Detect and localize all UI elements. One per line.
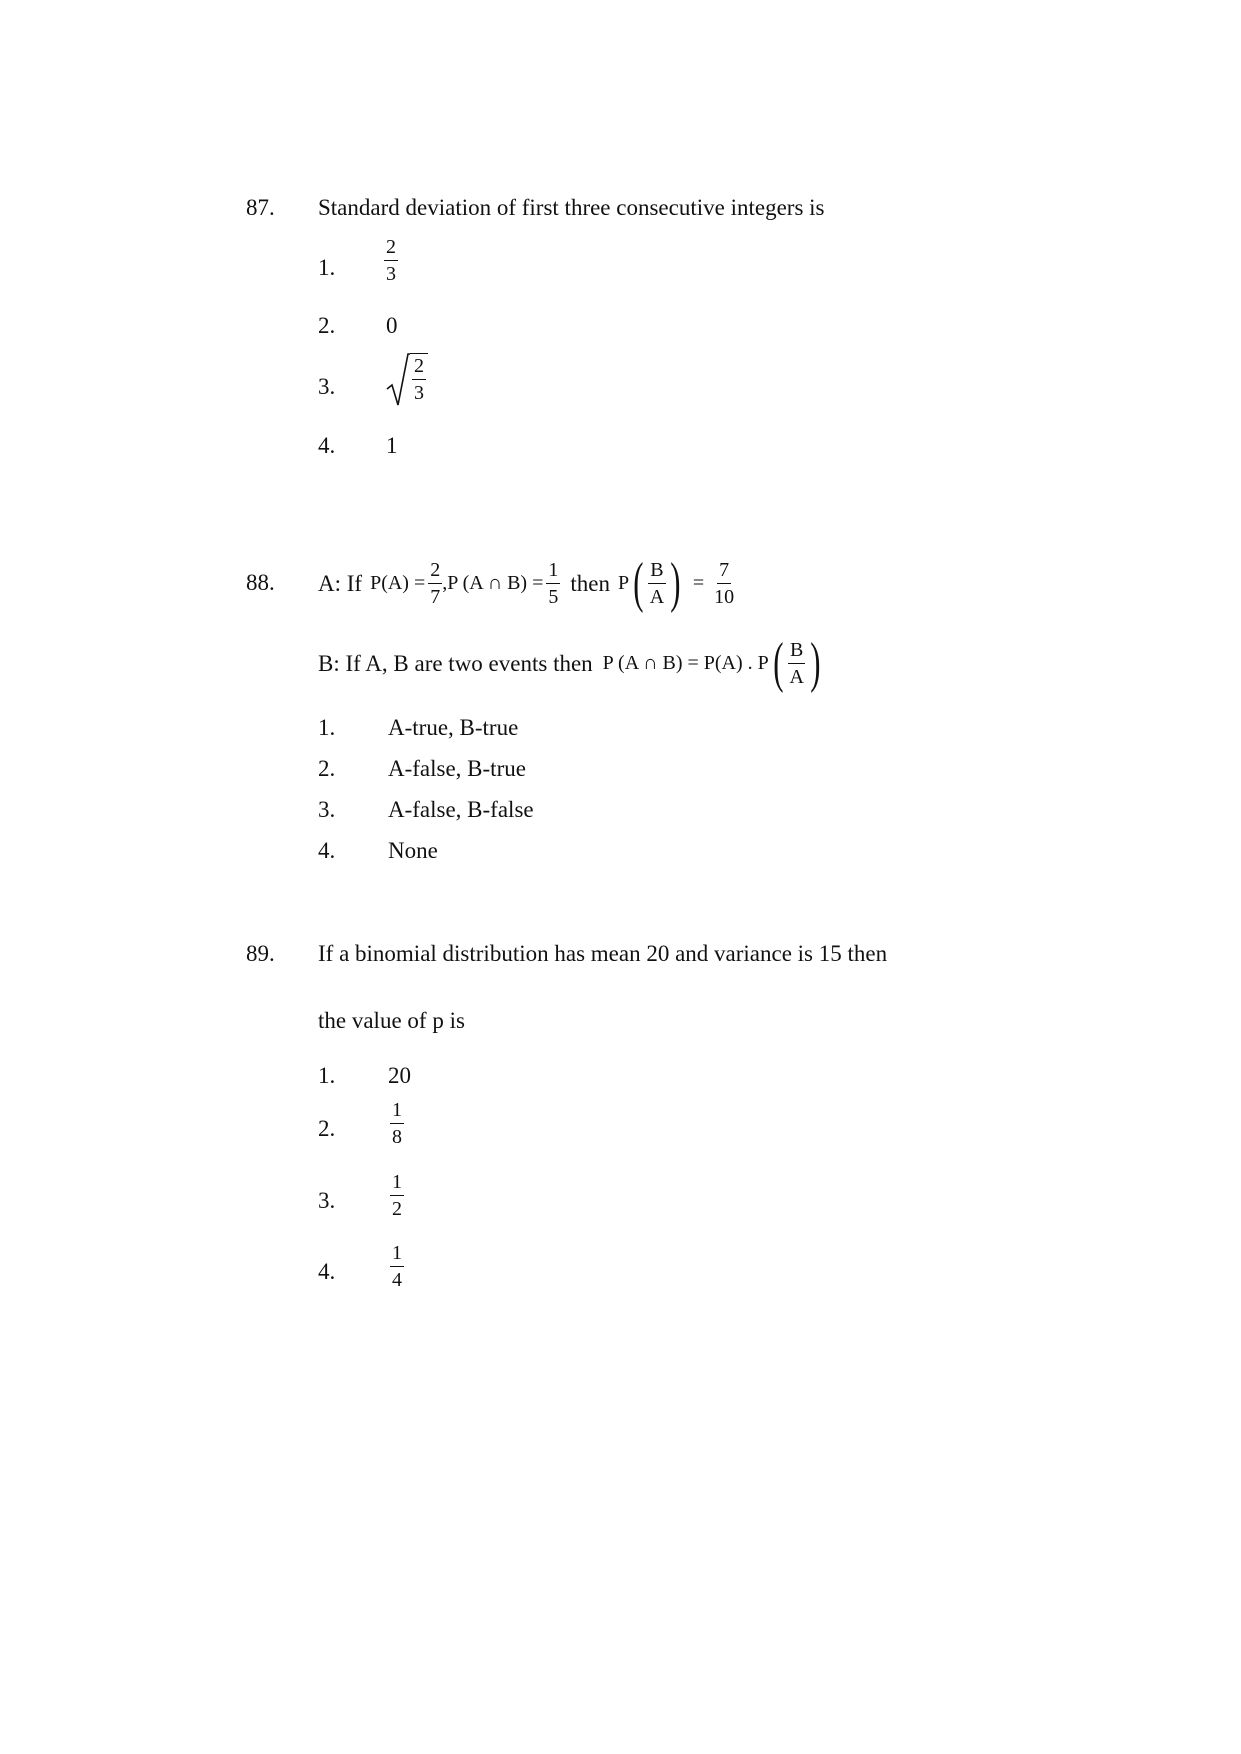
option-label: 3.	[318, 1188, 336, 1213]
question-number: 88.	[246, 570, 275, 595]
option-value: A-false, B-false	[388, 797, 534, 822]
question-number: 87.	[246, 195, 275, 220]
fraction-denominator: A	[789, 665, 804, 688]
question-text: Standard deviation of first three consecutive integers is	[318, 195, 825, 220]
left-paren: (	[633, 551, 644, 614]
fraction-numerator: 2	[428, 560, 442, 584]
option-label: 2.	[318, 756, 336, 781]
fraction-numerator: 1	[390, 1243, 404, 1267]
option-label: 2.	[318, 313, 336, 338]
fraction-numerator: B	[648, 560, 665, 584]
fraction-denominator: 3	[386, 263, 396, 285]
statement-b	[318, 632, 825, 694]
fraction-denominator: 2	[392, 1198, 402, 1220]
left-paren: (	[772, 631, 784, 694]
right-paren: )	[810, 631, 821, 694]
fraction-denominator: 10	[714, 585, 735, 608]
option-4-fraction	[390, 1243, 404, 1290]
equals-sign: =	[692, 572, 705, 594]
then-word: then	[570, 570, 610, 596]
option-3-square-root	[386, 353, 428, 411]
fraction-numerator: 1	[546, 560, 560, 584]
option-3-fraction	[390, 1172, 404, 1219]
radical-sign-icon	[386, 353, 410, 407]
option-value: 20	[388, 1063, 411, 1088]
statement-a-prefix: A: If	[318, 570, 363, 596]
fraction-numerator: B	[788, 640, 805, 664]
option-2-fraction	[390, 1100, 404, 1147]
option-label: 4.	[318, 838, 336, 863]
question-number: 89.	[246, 941, 275, 966]
multiplication-rule-expression: P (A ∩ B) = P(A) . P	[602, 652, 769, 674]
option-value: A-true, B-true	[388, 715, 519, 740]
option-value: None	[388, 838, 438, 863]
question-text-line-2: the value of p is	[318, 1008, 465, 1033]
fraction-denominator: 3	[414, 382, 424, 404]
option-label: 1.	[318, 715, 336, 740]
option-value: 0	[386, 313, 398, 338]
statement-a	[318, 552, 736, 614]
option-label: 4.	[318, 1259, 336, 1284]
probability-intersection-expression: ,P (A ∩ B) =	[442, 572, 544, 594]
option-value: 1	[386, 433, 398, 458]
option-1-fraction	[384, 237, 398, 284]
option-label: 3.	[318, 797, 336, 822]
fraction-denominator: 7	[430, 585, 441, 608]
option-value: A-false, B-true	[388, 756, 526, 781]
right-paren: )	[670, 551, 681, 614]
fraction-denominator: 4	[392, 1269, 402, 1291]
fraction-numerator: 2	[412, 356, 426, 380]
option-label: 3.	[318, 374, 336, 399]
option-label: 4.	[318, 433, 336, 458]
fraction-numerator: 1	[390, 1100, 404, 1124]
option-label: 2.	[318, 1116, 336, 1141]
probability-symbol: P	[617, 572, 630, 594]
fraction-numerator: 7	[717, 560, 731, 584]
fraction-numerator: 2	[384, 237, 398, 261]
fraction-denominator: 5	[548, 585, 559, 608]
fraction-denominator: A	[649, 585, 665, 608]
fraction-denominator: 8	[392, 1126, 402, 1148]
option-label: 1.	[318, 255, 336, 280]
option-label: 1.	[318, 1063, 336, 1088]
probability-a-expression: P(A) =	[370, 572, 426, 594]
question-text-line-1: If a binomial distribution has mean 20 and variance is 15 then	[318, 941, 888, 966]
statement-b-text: B: If A, B are two events then	[318, 650, 593, 676]
fraction-numerator: 1	[390, 1172, 404, 1196]
